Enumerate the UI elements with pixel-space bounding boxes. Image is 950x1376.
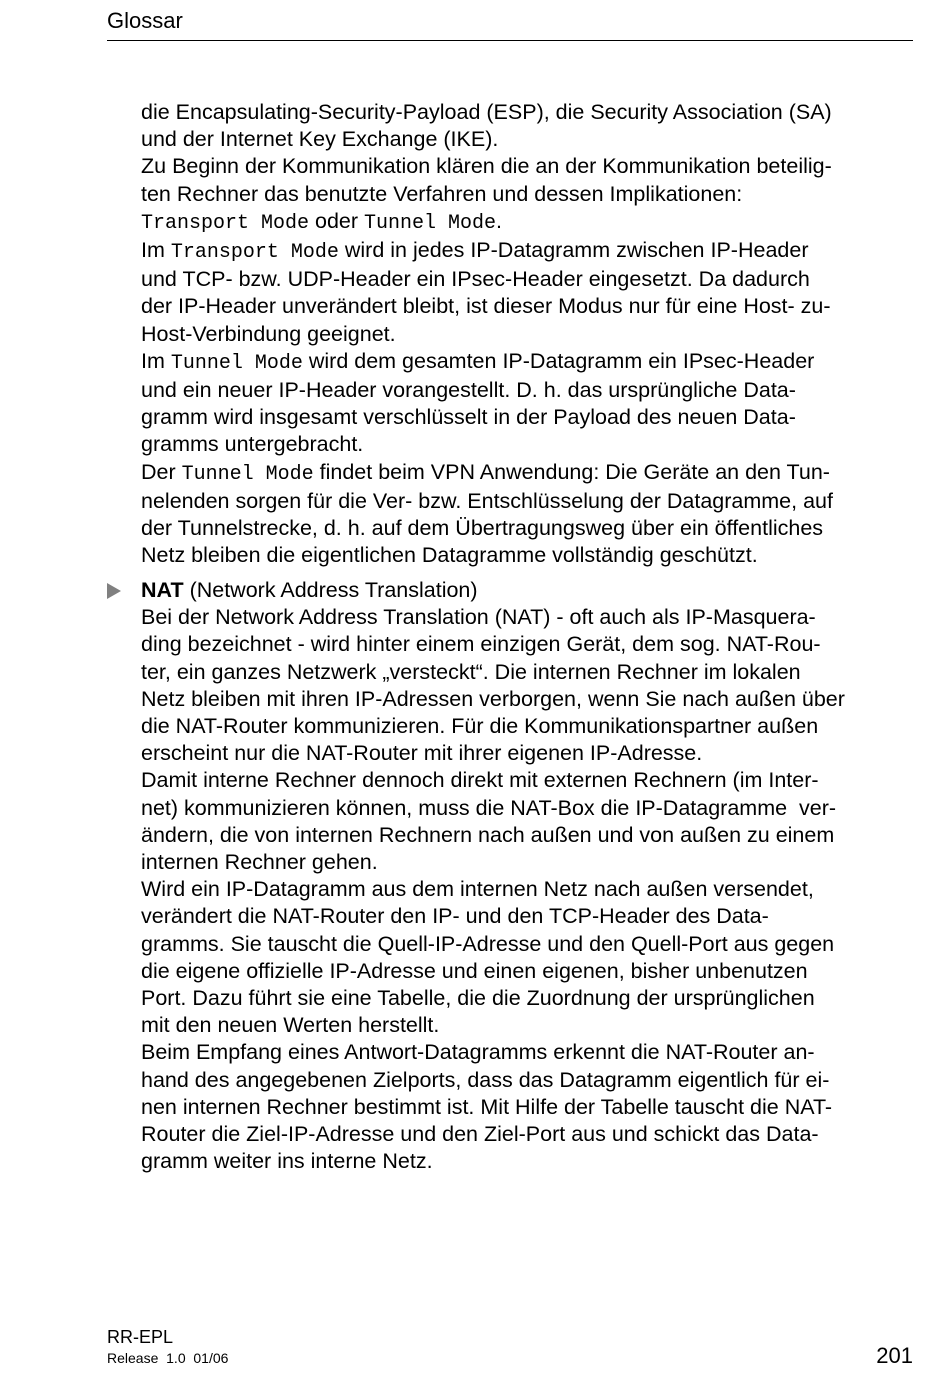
text-line [141,348,913,377]
text-line: die Encapsulating-Security-Payload (ESP), die Security Association (SA) [141,100,832,124]
text-line: und TCP- bzw. UDP-Header ein IPsec-Header eingesetzt. Da dadurch [141,267,810,292]
text-line: gramms. Sie tauscht die Quell-IP-Adresse und den Quell-Port aus gegen [141,931,835,956]
text-line: Netz bleiben die eigentlichen Datagramme vollständig geschützt. [141,543,758,568]
page-header-title: Glossar [107,8,183,33]
page-number: 201 [876,1343,913,1368]
text-line: verändert die NAT-Router den IP- und den TCP-Header des Data- [141,904,769,929]
text-line: Beim Empfang eines Antwort-Datagramms erkennt die NAT-Router an- [141,1040,815,1065]
document-id: RR-EPL [107,1327,174,1347]
code-term: Tunnel Mode [364,211,497,235]
text-fragment: Im [141,348,171,373]
text-line: Host-Verbindung geeignet. [141,321,396,346]
text-line [141,208,913,237]
text-fragment: . [496,208,503,233]
glossary-term: NAT [141,578,184,602]
triangle-bullet-icon [107,583,121,599]
ipsec-continuation-text [141,99,913,569]
text-line: Damit interne Rechner dennoch direkt mit externen Rechnern (im Inter- [141,768,819,793]
text-line: mit den neuen Werten herstellt. [141,1013,440,1038]
text-line [141,237,913,266]
text-line: internen Rechner gehen. [141,850,378,875]
code-term: Tunnel Mode [181,462,314,486]
text-fragment: Im [141,238,171,263]
text-line: Port. Dazu führt sie eine Tabelle, die die Zuordnung der ursprünglichen [141,986,815,1011]
text-fragment: oder [309,208,365,233]
text-line: nelenden sorgen für die Ver- bzw. Entschlüsselung der Datagramme, auf [141,488,833,513]
code-term: Transport Mode [141,211,310,235]
text-line: ding bezeichnet - wird hinter einem einzigen Gerät, dem sog. NAT-Rou- [141,632,821,657]
glossary-term-expansion: (Network Address Translation) [183,578,478,602]
text-line: und der Internet Key Exchange (IKE). [141,127,499,152]
text-line: ter, ein ganzes Netzwerk „versteckt“. Die internen Rechner im lokalen [141,659,801,684]
text-line: Router die Ziel-IP-Adresse und den Ziel-Port aus und schickt das Data- [141,1122,819,1147]
text-line: Bei der Network Address Translation (NAT) - oft auch als IP-Masquera- [141,605,816,630]
text-line: die NAT-Router kommunizieren. Für die Kommunikationspartner außen [141,714,819,739]
text-line: hand des angegebenen Zielports, dass das Datagramm eigentlich für ei- [141,1067,830,1092]
text-line: gramm weiter ins interne Netz. [141,1149,433,1174]
text-line: erscheint nur die NAT-Router mit ihrer eigenen IP-Adresse. [141,741,703,766]
text-line: net) kommunizieren können, muss die NAT-Box die IP-Datagramme ver- [141,795,837,820]
text-line: Wird ein IP-Datagramm aus dem internen Netz nach außen versendet, [141,877,814,902]
glossary-term-line [141,577,913,604]
code-term: Tunnel Mode [170,351,303,375]
text-line: der Tunnelstrecke, d. h. auf dem Übertragungsweg über ein öffentliches [141,516,824,541]
text-line: Zu Beginn der Kommunikation klären die an der Kommunikation beteilig- [141,154,832,179]
text-fragment: Der [141,459,182,484]
code-term: Transport Mode [170,241,339,265]
text-line: die eigene offizielle IP-Adresse und einen eigenen, bisher unbenutzen [141,958,808,983]
text-fragment: wird in jedes IP-Datagramm zwischen IP-Header [338,238,809,263]
header-divider [107,40,913,41]
release-info: Release 1.0 01/06 [107,1350,229,1366]
text-line: ten Rechner das benutzte Verfahren und dessen Implikationen: [141,181,743,206]
text-line: gramm wird insgesamt verschlüsselt in der Payload des neuen Data- [141,405,796,430]
text-fragment: findet beim VPN Anwendung: Die Geräte an den Tun- [313,459,830,484]
text-fragment: wird dem gesamten IP-Datagramm ein IPsec-Header [302,348,815,373]
text-line: ändern, die von internen Rechnern nach außen und von außen zu einem [141,822,835,847]
text-line: der IP-Header unverändert bleibt, ist dieser Modus nur für eine Host- zu- [141,294,831,319]
text-line: und ein neuer IP-Header vorangestellt. D. h. das ursprüngliche Data- [141,378,796,403]
text-line [141,459,913,488]
glossary-entry-nat [141,577,913,1175]
text-line: gramms untergebracht. [141,432,364,457]
page-footer-left [107,1327,228,1368]
text-line: Netz bleiben mit ihren IP-Adressen verborgen, wenn Sie nach außen über [141,686,845,711]
text-line: nen internen Rechner bestimmt ist. Mit Hilfe der Tabelle tauscht die NAT- [141,1094,833,1119]
